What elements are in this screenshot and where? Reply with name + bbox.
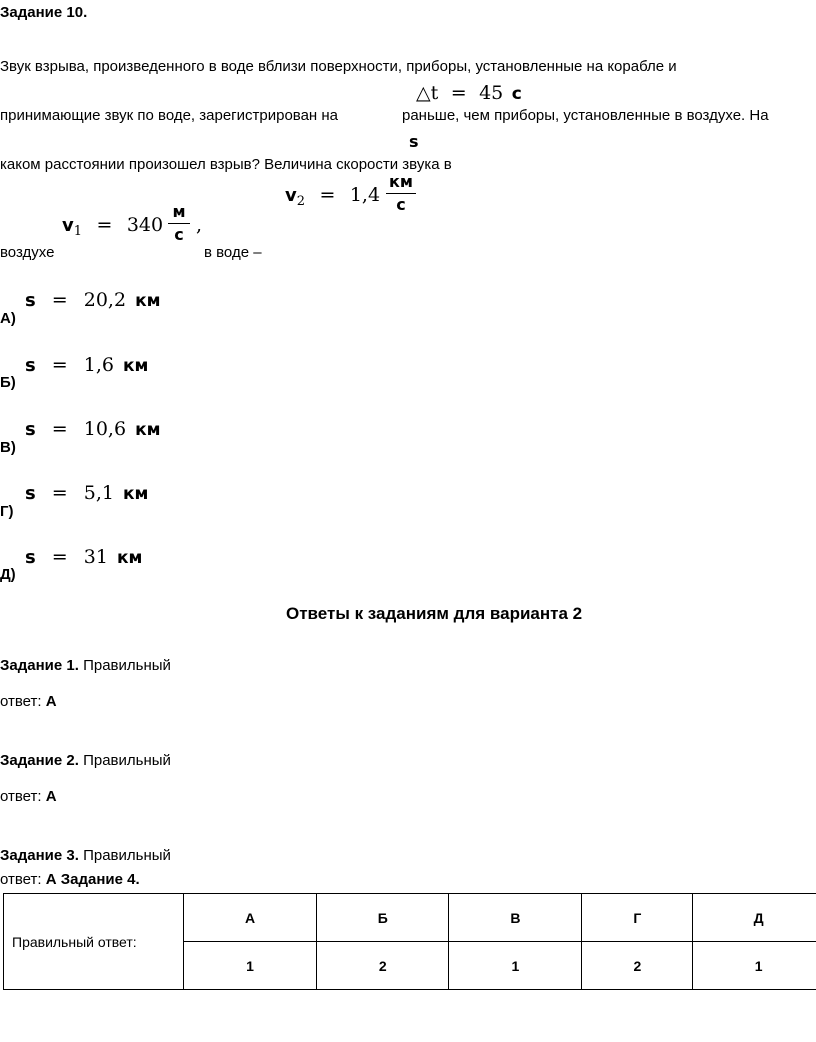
answer-1-text: Правильный — [83, 657, 171, 674]
option-b-letter: Б) — [0, 374, 16, 391]
v1-value: 340 — [126, 214, 164, 236]
task-text-line-2a: принимающие звук по воде, зарегистрирован на — [0, 107, 339, 124]
option-v-unit: км — [135, 420, 161, 440]
delta-t-value: 45 — [479, 82, 504, 104]
task-text-line-2b: раньше, чем приборы, установленные в воздухе. На — [402, 107, 769, 124]
option-d-letter: Д) — [0, 566, 16, 583]
answer-3 — [0, 847, 171, 865]
answer-3-label: Задание 3. — [0, 847, 79, 864]
task-title: Задание 10. — [0, 4, 88, 21]
delta-t-unit: с — [511, 84, 522, 104]
option-v-value: 10,6 — [83, 418, 127, 440]
task-text-line-4a: воздухе — [0, 244, 55, 261]
answer-4-value-b: 2 — [317, 942, 449, 990]
option-d-equals: = — [51, 546, 68, 568]
option-v-var: s — [25, 419, 36, 440]
option-g-equals: = — [51, 482, 68, 504]
v1-symbol: v — [62, 215, 74, 236]
option-a-formula — [25, 289, 161, 311]
answer-2-label: Задание 2. — [0, 752, 79, 769]
option-g-formula — [25, 482, 148, 504]
v2-equals: = — [319, 184, 336, 206]
answer-1 — [0, 657, 171, 675]
answer-4-table — [3, 893, 816, 990]
answer-4-label: Задание 4. — [60, 871, 140, 888]
task-text-line-4b: в воде – — [204, 244, 262, 261]
v2-subscript: 2 — [296, 194, 306, 210]
v1-subscript: 1 — [73, 224, 83, 240]
option-b-var: s — [25, 355, 36, 376]
answer-4-row-label: Правильный ответ: — [4, 894, 184, 990]
answer-3-prefix: ответ: — [0, 871, 42, 888]
answer-4-header-g: Г — [582, 894, 693, 942]
v2-unit-denominator: с — [396, 195, 406, 214]
option-d-unit: км — [116, 548, 143, 568]
v2-formula — [285, 184, 380, 209]
option-g-var: s — [25, 483, 36, 504]
delta-t-symbol: △t — [416, 82, 439, 104]
answer-2-text: Правильный — [83, 752, 171, 769]
option-d-var: s — [25, 547, 36, 568]
answer-1-value: А — [45, 693, 57, 710]
option-a-equals: = — [51, 289, 68, 311]
answer-2-result — [0, 788, 57, 806]
answer-4-header-a: А — [184, 894, 317, 942]
option-b-equals: = — [51, 354, 68, 376]
v1-comma: , — [196, 214, 203, 236]
answer-2-value: А — [45, 788, 57, 805]
option-b-formula — [25, 354, 148, 376]
answer-1-label: Задание 1. — [0, 657, 79, 674]
v1-unit-fraction — [168, 202, 190, 245]
answer-4-value-g: 2 — [582, 942, 693, 990]
delta-t-unit-below: s — [409, 132, 419, 151]
answer-2 — [0, 752, 171, 770]
v1-unit-numerator: м — [172, 202, 186, 221]
v1-equals: = — [96, 214, 113, 236]
option-d-value: 31 — [83, 546, 108, 568]
v2-unit-numerator: км — [389, 172, 413, 191]
answer-1-prefix: ответ: — [0, 693, 42, 710]
option-v-formula — [25, 418, 161, 440]
option-a-value: 20,2 — [83, 289, 127, 311]
delta-t-formula — [416, 82, 522, 104]
answer-4-header-v: В — [449, 894, 582, 942]
option-a-unit: км — [135, 291, 161, 311]
option-v-equals: = — [51, 418, 68, 440]
answer-4-value-a: 1 — [184, 942, 317, 990]
answers-heading: Ответы к заданиям для варианта 2 — [286, 604, 583, 623]
answer-4-value-v: 1 — [449, 942, 582, 990]
v2-value: 1,4 — [349, 184, 381, 206]
option-a-letter: А) — [0, 310, 16, 327]
delta-t-equals: = — [450, 82, 467, 104]
option-g-value: 5,1 — [83, 482, 114, 504]
option-g-unit: км — [123, 484, 149, 504]
v1-formula — [62, 214, 163, 239]
option-b-value: 1,6 — [83, 354, 114, 376]
answer-3-result — [0, 871, 140, 889]
answer-4-header-b: Б — [317, 894, 449, 942]
v1-unit-denominator: с — [174, 225, 184, 244]
option-g-letter: Г) — [0, 503, 14, 520]
v2-symbol: v — [285, 185, 297, 206]
option-b-unit: км — [123, 356, 149, 376]
answer-3-text: Правильный — [83, 847, 171, 864]
answer-4-value-d: 1 — [693, 942, 816, 990]
v2-unit-fraction — [386, 172, 416, 215]
answer-3-value: А — [45, 871, 57, 888]
answer-1-result — [0, 693, 57, 711]
option-d-formula — [25, 546, 142, 568]
answer-2-prefix: ответ: — [0, 788, 42, 805]
task-text-line-3: каком расстоянии произошел взрыв? Величина скорости звука в — [0, 156, 452, 173]
option-a-var: s — [25, 290, 36, 311]
task-text-line-1: Звук взрыва, произведенного в воде вблизи поверхности, приборы, установленные на корабле и — [0, 58, 677, 75]
answer-4-header-d: Д — [693, 894, 816, 942]
option-v-letter: В) — [0, 439, 16, 456]
